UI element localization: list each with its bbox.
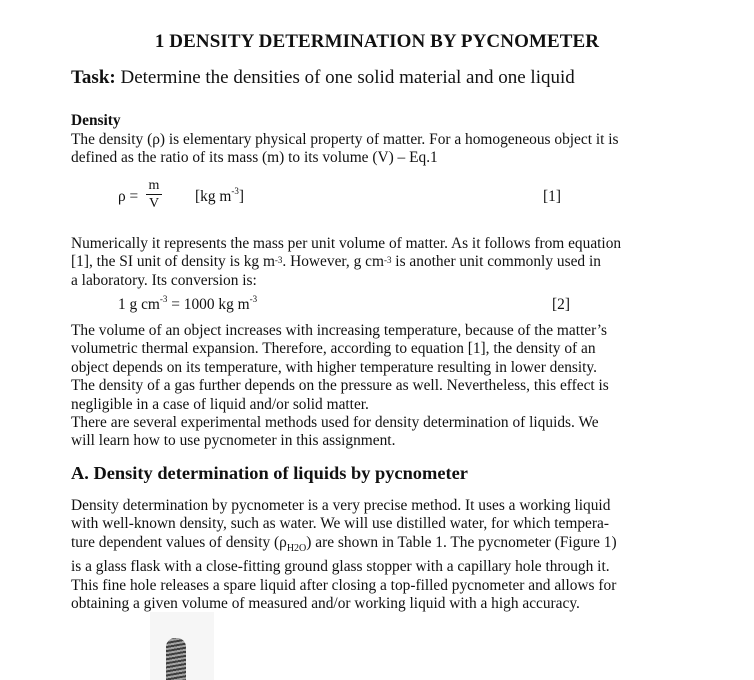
- fraction-bar: [146, 194, 162, 195]
- equation-2-label: [2]: [552, 296, 570, 313]
- paragraph-line: Numerically it represents the mass per unit volume of matter. As it follows from equation: [71, 235, 622, 252]
- text-run: . However, g cm: [282, 253, 384, 271]
- subscript: H2O: [286, 542, 307, 554]
- task-label: Task:: [71, 67, 116, 88]
- text-run: is another unit commonly used in: [391, 253, 601, 271]
- paragraph-line: [71, 253, 648, 271]
- task-text: Determine the densities of one solid material and one liquid: [115, 67, 575, 88]
- paragraph-line: will learn how to use pycnometer in this assignment.: [71, 432, 396, 450]
- density-heading: Density: [71, 112, 121, 129]
- paragraph-line: a laboratory. Its conversion is:: [71, 271, 257, 289]
- equation-unit: [195, 188, 244, 206]
- section-a-heading: A. Density determination of liquids by pycnometer: [71, 463, 468, 483]
- paragraph-line: This fine hole releases a spare liquid after closing a top-filled pycnometer and allows for: [71, 576, 617, 594]
- paragraph-line: There are several experimental methods used for density determination of liquids. We: [71, 414, 599, 432]
- pycnometer-stopper-image: [166, 638, 186, 680]
- paragraph-line: The density of a gas further depends on the pressure as well. Nevertheless, this effect is: [71, 377, 609, 395]
- paragraph-line: [71, 534, 648, 558]
- text-run: [1], the SI unit of density is kg m: [71, 253, 275, 271]
- paragraph-line: negligible in a case of liquid and/or solid matter.: [71, 395, 369, 413]
- exponent: -3: [249, 294, 258, 304]
- equation-2-text: = 1000 kg m: [167, 296, 250, 313]
- volume-paragraph: [71, 322, 648, 451]
- paragraph-line: obtaining a given volume of measured and/or working liquid with a high accuracy.: [71, 595, 580, 613]
- paragraph-line: with well-known density, such as water. We will use distilled water, for which tempera-: [71, 515, 609, 533]
- paragraph-line: volumetric thermal expansion. Therefore, according to equation [1], the density of an: [71, 340, 596, 358]
- equation-2: [118, 296, 257, 314]
- unit-exponent: -3: [231, 186, 239, 196]
- exponent: -3: [159, 294, 168, 304]
- equation-2-text: 1 g cm: [118, 296, 160, 313]
- paragraph-line: is a glass flask with a close-fitting ground glass stopper with a capillary hole through it.: [71, 558, 610, 576]
- fraction-numerator: m: [148, 178, 160, 193]
- page-title: 1 DENSITY DETERMINATION BY PYCNOMETER: [154, 31, 600, 52]
- density-paragraph: [71, 131, 648, 168]
- fraction-denominator: V: [148, 196, 160, 211]
- paragraph-line: defined as the ratio of its mass (m) to its volume (V) – Eq.1: [71, 149, 438, 167]
- paragraph-line: object depends on its temperature, with higher temperature resulting in lower density.: [71, 358, 597, 376]
- exponent: -3: [274, 255, 283, 266]
- paragraph-line: The volume of an object increases with increasing temperature, because of the matter’s: [71, 322, 608, 339]
- text-run: ) are shown in Table 1. The pycnometer (Figure 1): [306, 533, 617, 551]
- numerically-paragraph: [71, 235, 648, 290]
- exponent: -3: [383, 255, 392, 266]
- task-line: [71, 67, 575, 89]
- section-a-paragraph: [71, 497, 648, 614]
- text-run: ture dependent values of density (ρ: [71, 533, 287, 551]
- fraction: [146, 178, 162, 212]
- equation-label: [1]: [543, 188, 561, 205]
- unit-close: ]: [238, 188, 244, 205]
- paragraph-line: Density determination by pycnometer is a very precise method. It uses a working liquid: [71, 497, 611, 514]
- equation-1: [118, 180, 578, 216]
- equation-lhs: ρ =: [118, 188, 139, 205]
- paragraph-line: The density (ρ) is elementary physical property of matter. For a homogeneous object it is: [71, 131, 619, 148]
- unit-text: [kg m: [195, 188, 232, 205]
